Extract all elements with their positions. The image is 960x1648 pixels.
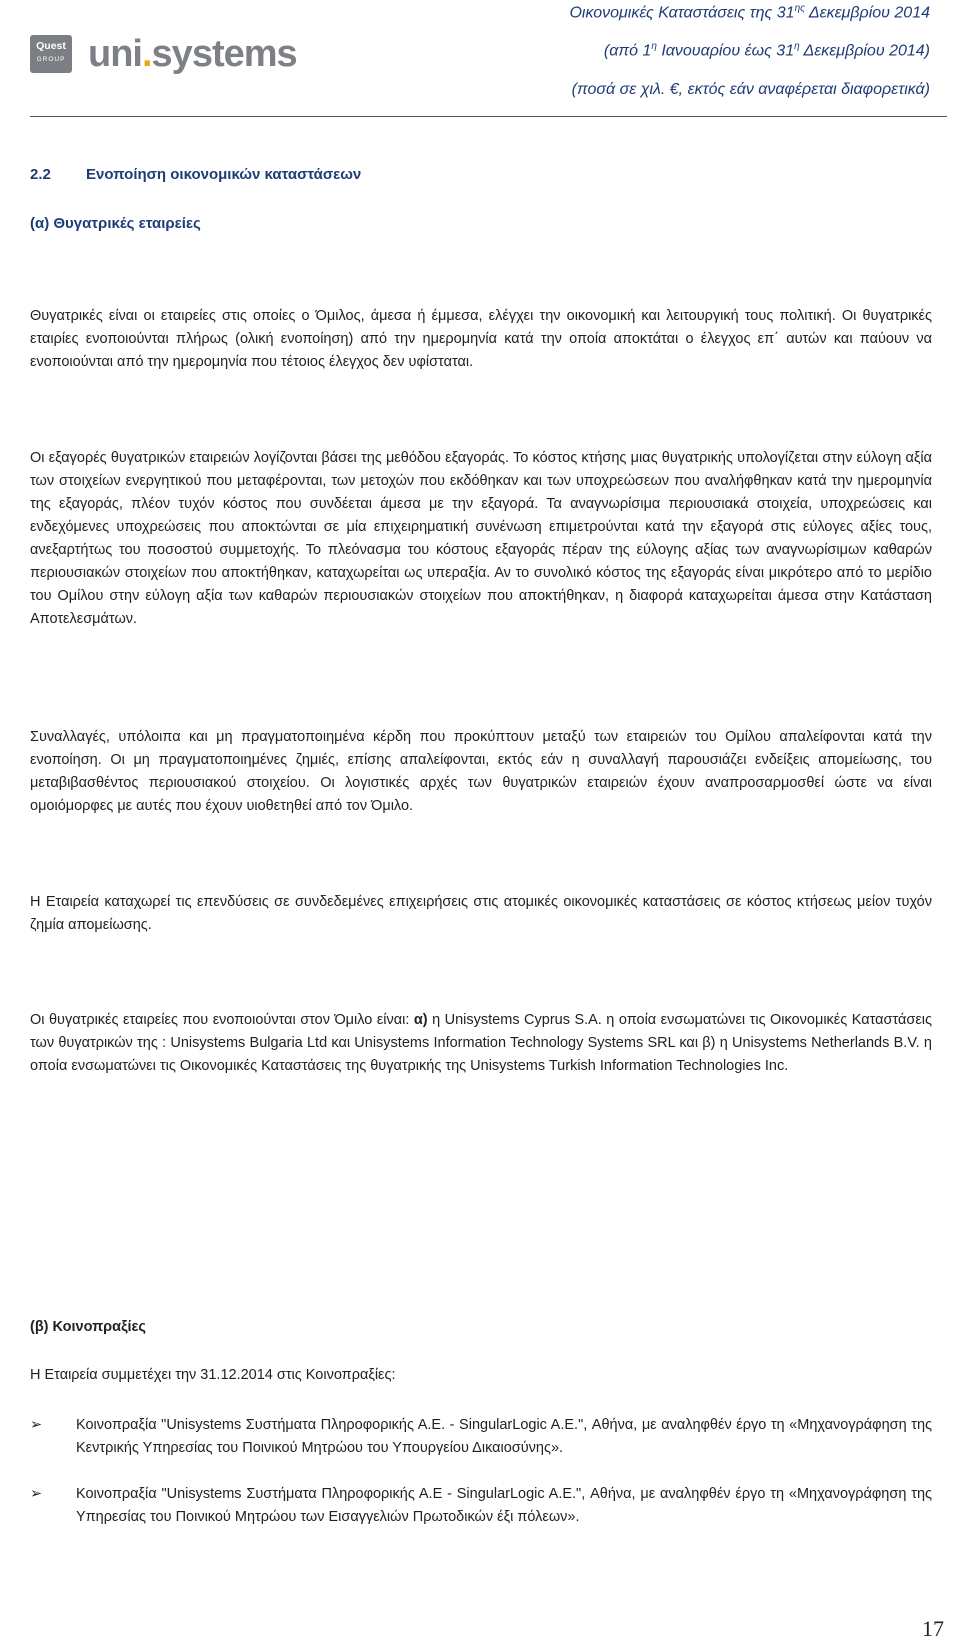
- subsection-heading-subsidiaries: (α) Θυγατρικές εταιρείες: [30, 215, 201, 232]
- section-title: Ενοποίηση οικονομικών καταστάσεων: [86, 166, 362, 183]
- quest-logo-sub: GROUP: [36, 56, 66, 63]
- paragraph-intragroup-eliminations: Συναλλαγές, υπόλοιπα και μη πραγματοποιημένα κέρδη που προκύπτουν μεταξύ των εταιρειών του Ομίλου απαλείφονται κατά την ενοποίηση. Οι μη πραγματοποιημένες ζημιές, επίσης απαλείφονται, εκτός εάν η συναλλαγή παρουσιάζει ενδείξεις απομείωσης, του μεταβιβασθέντος περιουσιακού στοιχείου. Οι λογιστικές αρχές των θυγατρικών εταιρειών έχουν αναπροσαρμοσθεί ώστε να είναι ομοιόμορφες με αυτές που έχουν υιοθετηθεί από τον Όμιλο.: [30, 729, 932, 814]
- list-item-text: Κοινοπραξία "Unisystems Συστήματα Πληροφορικής Α.Ε - SingularLogic A.E.", Αθήνα, με αναληφθέν έργο τη «Μηχανογράφηση της Υπηρεσίας του Ποινικού Μητρώου των Εισαγγελιών Πρωτοδικών έξι πόλεων».: [76, 1486, 932, 1525]
- section-number: 2.2: [30, 166, 51, 183]
- subsection-heading-joint-ventures: (β) Κοινοπραξίες: [30, 1319, 146, 1335]
- header-statement-title: Οικονομικές Καταστάσεις της $31^{\eta\varsigma}$ Δεκεμβρίου 2014: [569, 3, 930, 22]
- arrow-bullet-icon: ➢: [30, 1417, 43, 1433]
- quest-group-logo: [30, 35, 72, 73]
- paragraph-joint-ventures-intro: Η Εταιρεία συμμετέχει την 31.12.2014 στις Κοινοπραξίες:: [30, 1367, 396, 1383]
- list-item: [30, 1483, 932, 1529]
- list-item: [30, 1414, 932, 1460]
- paragraph-acquisition-method: Οι εξαγορές θυγατρικών εταιρειών λογίζονται βάσει της μεθόδου εξαγοράς. Το κόστος κτήσης μιας θυγατρικής υπολογίζεται στην εύλογη αξία των στοιχείων ενεργητικού που μεταφέρονται, των μετοχών που εκδόθηκαν και των υποχρεώσεων που αναλήφθηκαν κατά την ημερομηνία της εξαγοράς, πλέον τυχόν κόστος που συνδέεται άμεσα με την εξαγορά. Τα αναγνωρίσιμα περιουσιακά στοιχεία, υποχρεώσεις και ενδεχόμενες υποχρεώσεις που αποκτώνται σε μία επιχειρηματική συνένωση επιμετρούνται κατά την εξαγορά στις εύλογες αξίες τους, ανεξαρτήτως του ποσοστού συμμετοχής. Το πλεόνασμα του κόστους εξαγοράς πέραν της εύλογης αξίας των αναγνωρίσιμων καθαρών περιουσιακών στοιχείων που αποκτήθηκαν, καταχωρείται ως υπεραξία. Αν το συνολικό κόστος της εξαγοράς είναι μικρότερο από το μερίδιο του Ομίλου στην εύλογη αξία των καθαρών περιουσιακών στοιχείων που αποκτήθηκαν, η διαφορά καταχωρείται άμεσα στην Κατάσταση Αποτελεσμάτων.: [30, 450, 932, 627]
- list-item-text: Κοινοπραξία "Unisystems Συστήματα Πληροφορικής Α.Ε. - SingularLogic A.E.", Αθήνα, με αναληφθέν έργο τη «Μηχανογράφηση της Κεντρικής Υπηρεσίας του Ποινικού Μητρώου του Υπουργείου Δικαιοσύνης».: [76, 1417, 932, 1456]
- paragraph-investments-at-cost: Η Εταιρεία καταχωρεί τις επενδύσεις σε συνδεδεμένες επιχειρήσεις στις ατομικές οικονομικές καταστάσεις σε κόστος κτήσεως μείον τυχόν ζημία απομείωσης.: [30, 894, 932, 933]
- company-logo: [30, 30, 310, 78]
- unisystems-wordmark: uni.systems: [88, 33, 297, 75]
- header-divider: [30, 116, 947, 117]
- section-heading: [30, 163, 932, 186]
- arrow-bullet-icon: ➢: [30, 1486, 43, 1502]
- paragraph-subsidiaries-definition: Θυγατρικές είναι οι εταιρείες στις οποίες ο Όμιλος, άμεσα ή έμμεσα, ελέγχει την οικονομική και λειτουργική τους πολιτική. Οι θυγατρικές εταιρίες ενοποιούνται πλήρως (ολική ενοποίηση) από την ημερομηνία κατά την οποία αποκτάται ο έλεγχος επ΄ αυτών και παύουν να ενοποιούνται από την ημερομηνία που τέτοιος έλεγχος δεν υφίσταται.: [30, 308, 932, 370]
- quest-logo-name: Quest: [36, 40, 66, 52]
- page-number: 17: [922, 1616, 944, 1641]
- paragraph-consolidated-subsidiaries: Οι θυγατρικές εταιρείες που ενοποιούνται στον Όμιλο είναι: α) η Unisystems Cyprus S.A. η οποία ενσωματώνει τις Οικονομικές Καταστάσεις των θυγατρικών της : Unisystems Bulgaria Ltd και Unisystems Information Technology Systems SRL και β) η Unisystems Netherlands B.V. η οποία ενσωματώνει τις Οικονομικές Καταστάσεις της θυγατρικής της Unisystems Turkish Information Technologies Inc.: [30, 1012, 932, 1074]
- header-period: (από $1^\eta$ Ιανουαρίου έως $31^\eta$ Δεκεμβρίου 2014): [603, 41, 930, 60]
- header-amounts-note: (ποσά σε χιλ. €, εκτός εάν αναφέρεται διαφορετικά): [571, 81, 930, 98]
